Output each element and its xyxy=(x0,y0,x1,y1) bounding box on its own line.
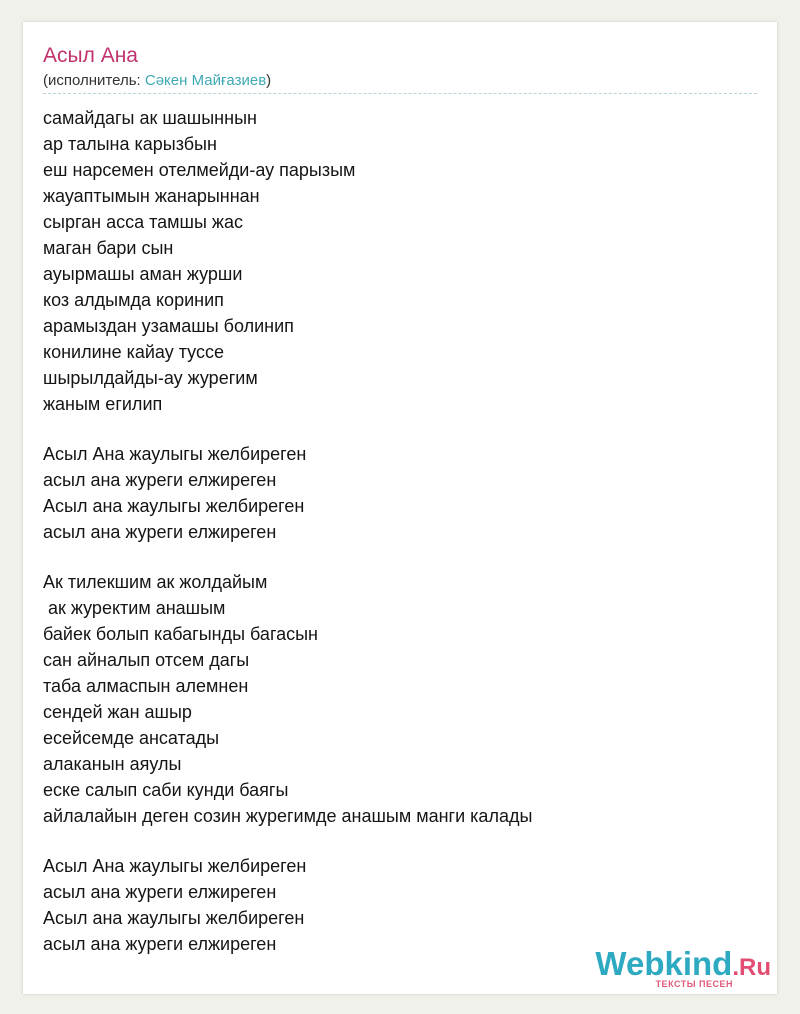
webkind-logo[interactable] xyxy=(581,946,771,990)
lyrics-stanza xyxy=(43,853,757,957)
lyric-line: сырган асса тамшы жас xyxy=(43,212,243,232)
artist-prefix: (исполнитель: xyxy=(43,72,145,89)
lyric-line: айлалайын деген созин журегимде анашым манги калады xyxy=(43,806,533,826)
artist-line xyxy=(43,71,271,91)
lyric-line: Асыл Ана жаулыгы желбиреген xyxy=(43,444,307,464)
lyrics-card xyxy=(23,22,777,994)
lyric-line: самайдагы ак шашыннын xyxy=(43,108,257,128)
lyric-line: Асыл ана жаулыгы желбиреген xyxy=(43,908,305,928)
lyric-line: алаканын аяулы xyxy=(43,754,182,774)
lyric-line: ар талына карызбын xyxy=(43,134,217,154)
artist-link[interactable]: Сәкен Майғазиев xyxy=(144,72,267,89)
lyric-line: конилине кайау туссе xyxy=(43,342,224,362)
lyric-line: асыл ана журеги елжиреген xyxy=(43,882,277,902)
lyric-line: сан айналып отсем дагы xyxy=(43,650,250,670)
title-divider xyxy=(43,93,757,94)
lyric-line: ак журектим анашым xyxy=(43,598,226,618)
lyrics-stanza xyxy=(43,105,757,417)
lyric-line: жауаптымын жанарыннан xyxy=(43,186,260,206)
lyrics-stanza xyxy=(43,569,757,829)
lyric-line: Ак тилекшим ак жолдайым xyxy=(43,572,268,592)
lyric-line: коз алдымда коринип xyxy=(43,290,224,310)
lyric-line: ауырмашы аман журши xyxy=(43,264,243,284)
artist-suffix: ) xyxy=(266,72,272,89)
lyric-line: асыл ана журеги елжиреген xyxy=(43,934,277,954)
lyric-line: Асыл Ана жаулыгы желбиреген xyxy=(43,856,307,876)
lyric-line: Асыл ана жаулыгы желбиреген xyxy=(43,496,305,516)
lyric-line: еш нарсемен отелмейди-ау парызым xyxy=(43,160,356,180)
lyric-line: есейсемде ансатады xyxy=(43,728,220,748)
lyrics-stanza xyxy=(43,441,757,545)
lyric-line: асыл ана журеги елжиреген xyxy=(43,470,277,490)
song-title: Асыл Ана xyxy=(43,44,138,67)
lyric-line: шырылдайды-ау журегим xyxy=(43,368,258,388)
lyric-line: байек болып кабагынды багасын xyxy=(43,624,319,644)
lyric-line: сендей жан ашыр xyxy=(43,702,192,722)
lyric-line: маган бари сын xyxy=(43,238,174,258)
lyric-line: еске салып саби кунди баягы xyxy=(43,780,289,800)
logo-domain: .Ru xyxy=(732,954,771,981)
lyric-line: таба алмаспын алемнен xyxy=(43,676,249,696)
logo-brand: Webkind xyxy=(595,945,733,982)
lyrics-text xyxy=(43,105,757,981)
lyric-line: асыл ана журеги елжиреген xyxy=(43,522,277,542)
logo-tagline: ТЕКСТЫ ПЕСЕН xyxy=(655,979,733,989)
lyric-line: жаным егилип xyxy=(43,394,163,414)
lyric-line: арамыздан узамашы болинип xyxy=(43,316,294,336)
